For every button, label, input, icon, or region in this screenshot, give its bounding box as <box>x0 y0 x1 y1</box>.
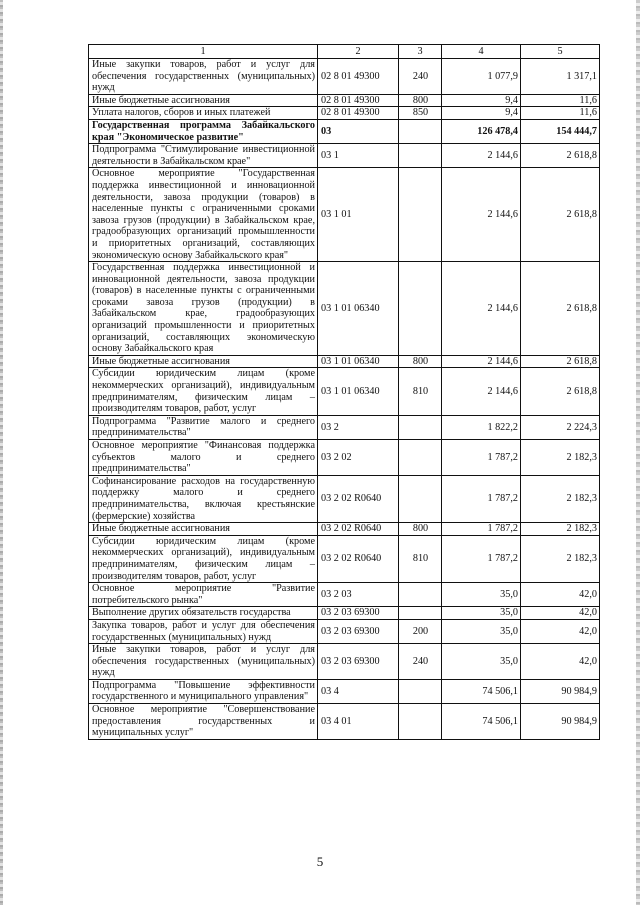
row-code-cell: 03 1 01 06340 <box>318 368 399 415</box>
row-name-cell: Государственная поддержка инвестиционной и инновационной деятельности, завоза продукции (товаров) в населенные пункты с ограниченными сроками завоза грузов (продукции) в Забайкальском крае, градообразующих организаций промышленности и приоритетных организаций, составляющих экономическую основу Забайкальского края <box>89 262 318 356</box>
header-row <box>89 45 600 59</box>
row-name-cell: Выполнение других обязательств государства <box>89 607 318 620</box>
row-amount-1-cell: 2 144,6 <box>442 262 521 356</box>
table-row <box>89 107 600 120</box>
row-code-cell: 03 2 <box>318 415 399 439</box>
row-amount-1-cell: 35,0 <box>442 619 521 643</box>
row-name-cell: Иные бюджетные ассигнования <box>89 523 318 536</box>
table-row <box>89 523 600 536</box>
row-code-cell: 03 2 02 <box>318 440 399 476</box>
table-row <box>89 619 600 643</box>
row-expense-type-cell: 850 <box>399 107 442 120</box>
row-expense-type-cell: 800 <box>399 355 442 368</box>
table-row <box>89 368 600 415</box>
row-code-cell: 03 2 03 <box>318 583 399 607</box>
row-amount-2-cell: 2 224,3 <box>521 415 600 439</box>
table-row <box>89 607 600 620</box>
row-code-cell: 02 8 01 49300 <box>318 59 399 95</box>
header-col-3: 3 <box>399 45 442 59</box>
table-header <box>89 45 600 59</box>
table-body <box>89 59 600 740</box>
table-row <box>89 583 600 607</box>
scan-edge-right <box>636 0 640 905</box>
row-amount-2-cell: 2 618,8 <box>521 144 600 168</box>
row-amount-1-cell: 2 144,6 <box>442 144 521 168</box>
table-row <box>89 535 600 582</box>
row-amount-1-cell: 1 787,2 <box>442 440 521 476</box>
row-amount-2-cell: 2 182,3 <box>521 475 600 522</box>
row-name-cell: Подпрограмма "Повышение эффективности государственного и муниципального управления" <box>89 679 318 703</box>
row-code-cell: 03 1 01 <box>318 168 399 262</box>
row-code-cell: 03 2 03 69300 <box>318 619 399 643</box>
table-row <box>89 440 600 476</box>
table-row <box>89 119 600 143</box>
row-amount-2-cell: 154 444,7 <box>521 119 600 143</box>
row-amount-2-cell: 42,0 <box>521 619 600 643</box>
row-name-cell: Субсидии юридическим лицам (кроме некоммерческих организаций), индивидуальным предпринимателям, физическим лицам – производителям товаров, работ, услуг <box>89 368 318 415</box>
row-amount-2-cell: 2 618,8 <box>521 368 600 415</box>
table-row <box>89 644 600 680</box>
row-expense-type-cell <box>399 475 442 522</box>
row-amount-1-cell: 2 144,6 <box>442 368 521 415</box>
row-name-cell: Государственная программа Забайкальского края "Экономическое развитие" <box>89 119 318 143</box>
row-name-cell: Основное мероприятие "Государственная поддержка инвестиционной и инновационной деятельности, завоза продукции (товаров) в населенные пункты с ограниченными сроками завоза грузов (продукции) в Забайкальском крае, градообразующих организаций промышленности и приоритетных организаций, составляющих экономическую основу Забайкальского края" <box>89 168 318 262</box>
row-amount-1-cell: 1 822,2 <box>442 415 521 439</box>
header-col-4: 4 <box>442 45 521 59</box>
row-amount-1-cell: 1 787,2 <box>442 475 521 522</box>
row-name-cell: Уплата налогов, сборов и иных платежей <box>89 107 318 120</box>
header-col-1: 1 <box>89 45 318 59</box>
row-amount-1-cell: 74 506,1 <box>442 679 521 703</box>
row-code-cell: 03 4 <box>318 679 399 703</box>
row-code-cell: 03 2 02 R0640 <box>318 535 399 582</box>
row-name-cell: Иные бюджетные ассигнования <box>89 94 318 107</box>
row-expense-type-cell: 800 <box>399 94 442 107</box>
row-code-cell: 03 <box>318 119 399 143</box>
row-amount-2-cell: 2 618,8 <box>521 355 600 368</box>
row-code-cell: 03 2 02 R0640 <box>318 523 399 536</box>
row-name-cell: Основное мероприятие "Развитие потребительского рынка" <box>89 583 318 607</box>
row-expense-type-cell <box>399 679 442 703</box>
row-amount-1-cell: 126 478,4 <box>442 119 521 143</box>
row-name-cell: Основное мероприятие "Финансовая поддержка субъектов малого и среднего предпринимательства" <box>89 440 318 476</box>
row-amount-1-cell: 1 787,2 <box>442 535 521 582</box>
table-row <box>89 144 600 168</box>
table-row <box>89 475 600 522</box>
row-name-cell: Софинансирование расходов на государственную поддержку малого и среднего предпринимательства, включая крестьянские (фермерские) хозяйства <box>89 475 318 522</box>
row-expense-type-cell: 810 <box>399 535 442 582</box>
row-code-cell: 03 2 03 69300 <box>318 644 399 680</box>
row-expense-type-cell <box>399 607 442 620</box>
table-row <box>89 168 600 262</box>
row-code-cell: 03 1 01 06340 <box>318 355 399 368</box>
row-amount-2-cell: 11,6 <box>521 94 600 107</box>
row-amount-1-cell: 2 144,6 <box>442 355 521 368</box>
budget-table <box>88 44 600 740</box>
row-expense-type-cell <box>399 583 442 607</box>
row-expense-type-cell <box>399 440 442 476</box>
row-expense-type-cell: 800 <box>399 523 442 536</box>
row-code-cell: 03 2 02 R0640 <box>318 475 399 522</box>
header-col-2: 2 <box>318 45 399 59</box>
table-row <box>89 59 600 95</box>
row-expense-type-cell <box>399 704 442 740</box>
table-row <box>89 262 600 356</box>
row-amount-2-cell: 42,0 <box>521 644 600 680</box>
row-amount-2-cell: 90 984,9 <box>521 704 600 740</box>
row-expense-type-cell <box>399 168 442 262</box>
row-amount-2-cell: 2 182,3 <box>521 523 600 536</box>
row-amount-2-cell: 42,0 <box>521 607 600 620</box>
row-amount-2-cell: 2 182,3 <box>521 535 600 582</box>
table-row <box>89 679 600 703</box>
row-amount-2-cell: 11,6 <box>521 107 600 120</box>
row-amount-1-cell: 74 506,1 <box>442 704 521 740</box>
row-code-cell: 02 8 01 49300 <box>318 107 399 120</box>
row-name-cell: Иные бюджетные ассигнования <box>89 355 318 368</box>
row-amount-1-cell: 1 787,2 <box>442 523 521 536</box>
row-code-cell: 03 1 01 06340 <box>318 262 399 356</box>
row-expense-type-cell: 810 <box>399 368 442 415</box>
row-expense-type-cell: 240 <box>399 59 442 95</box>
row-amount-1-cell: 9,4 <box>442 94 521 107</box>
row-amount-1-cell: 35,0 <box>442 583 521 607</box>
row-amount-1-cell: 9,4 <box>442 107 521 120</box>
row-expense-type-cell: 240 <box>399 644 442 680</box>
row-amount-2-cell: 2 618,8 <box>521 262 600 356</box>
table-row <box>89 415 600 439</box>
row-expense-type-cell <box>399 262 442 356</box>
row-name-cell: Субсидии юридическим лицам (кроме некоммерческих организаций), индивидуальным предпринимателям, физическим лицам – производителям товаров, работ, услуг <box>89 535 318 582</box>
row-amount-1-cell: 35,0 <box>442 644 521 680</box>
row-code-cell: 03 2 03 69300 <box>318 607 399 620</box>
table-row <box>89 94 600 107</box>
row-code-cell: 03 4 01 <box>318 704 399 740</box>
row-amount-1-cell: 1 077,9 <box>442 59 521 95</box>
scan-edge-left <box>0 0 3 905</box>
row-amount-2-cell: 2 618,8 <box>521 168 600 262</box>
row-name-cell: Закупка товаров, работ и услуг для обеспечения государственных (муниципальных) нужд <box>89 619 318 643</box>
row-expense-type-cell <box>399 415 442 439</box>
row-name-cell: Основное мероприятие "Совершенствование предоставления государственных и муниципальных услуг" <box>89 704 318 740</box>
row-amount-1-cell: 35,0 <box>442 607 521 620</box>
row-amount-2-cell: 1 317,1 <box>521 59 600 95</box>
row-amount-2-cell: 90 984,9 <box>521 679 600 703</box>
row-expense-type-cell <box>399 144 442 168</box>
row-code-cell: 02 8 01 49300 <box>318 94 399 107</box>
page-number: 5 <box>316 854 324 869</box>
header-col-5: 5 <box>521 45 600 59</box>
row-name-cell: Подпрограмма "Развитие малого и среднего предпринимательства" <box>89 415 318 439</box>
row-expense-type-cell: 200 <box>399 619 442 643</box>
row-name-cell: Иные закупки товаров, работ и услуг для обеспечения государственных (муниципальных) нужд <box>89 59 318 95</box>
row-amount-2-cell: 2 182,3 <box>521 440 600 476</box>
row-amount-2-cell: 42,0 <box>521 583 600 607</box>
table-row <box>89 355 600 368</box>
row-code-cell: 03 1 <box>318 144 399 168</box>
row-name-cell: Иные закупки товаров, работ и услуг для обеспечения государственных (муниципальных) нужд <box>89 644 318 680</box>
row-name-cell: Подпрограмма "Стимулирование инвестиционной деятельности в Забайкальском крае" <box>89 144 318 168</box>
row-expense-type-cell <box>399 119 442 143</box>
row-amount-1-cell: 2 144,6 <box>442 168 521 262</box>
table-row <box>89 704 600 740</box>
